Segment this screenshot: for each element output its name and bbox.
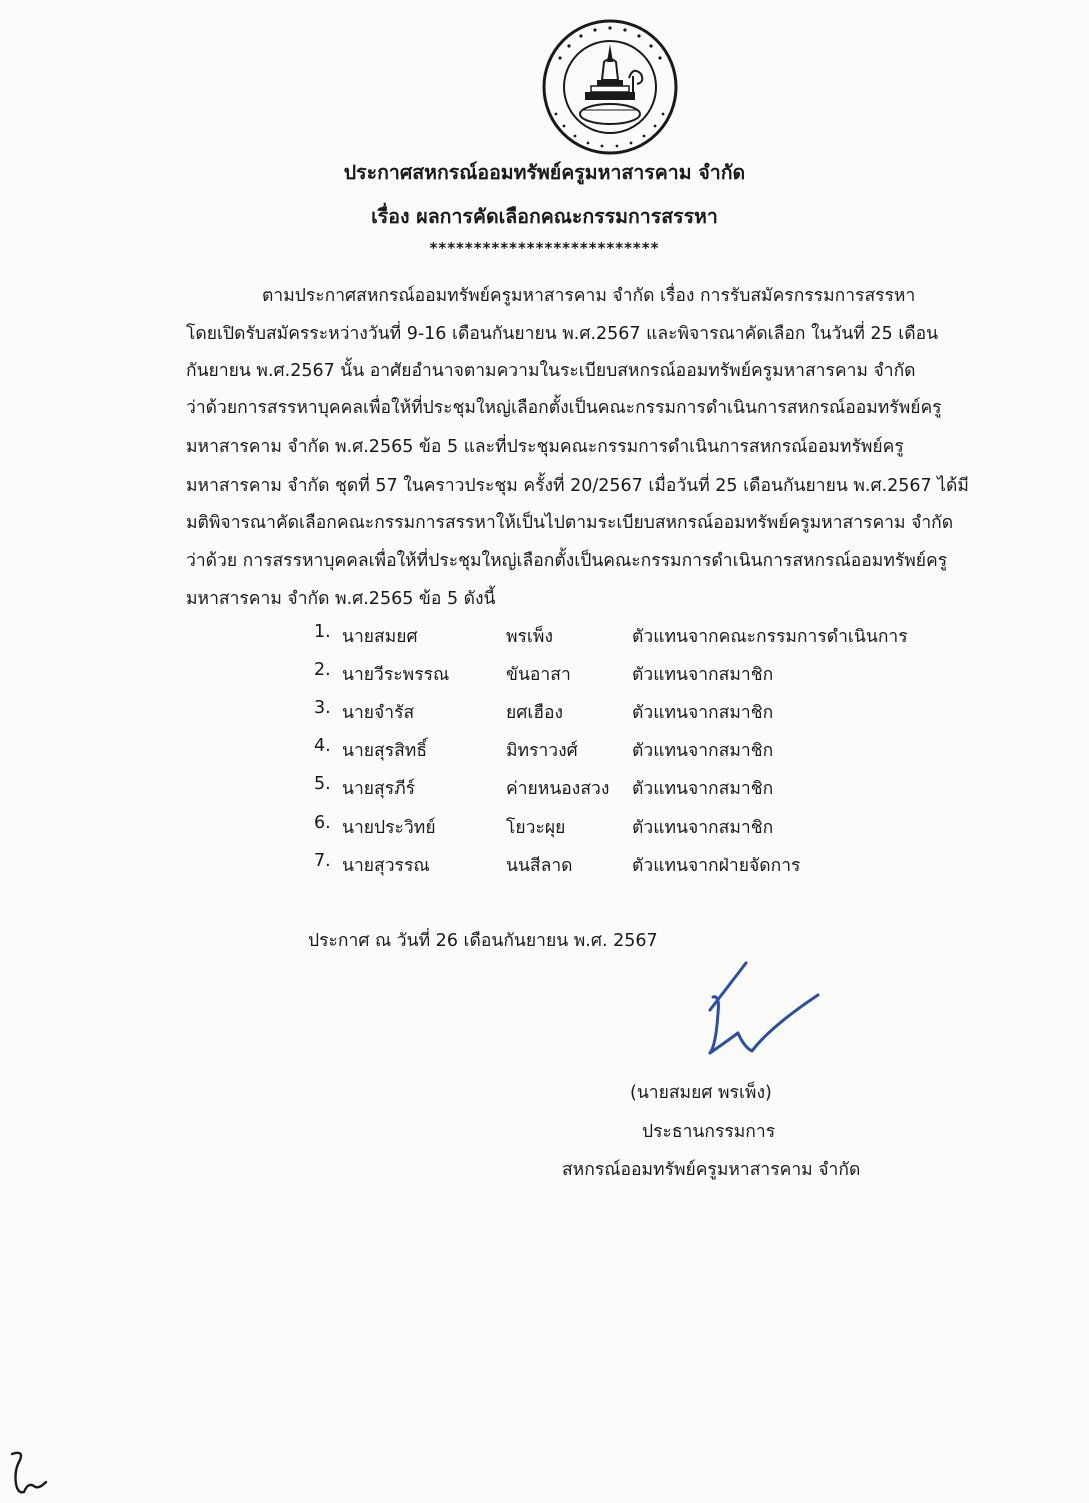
member-last-name: ค่ายหนองสวง xyxy=(506,779,610,799)
body-line: มหาสารคาม จำกัด พ.ศ.2565 ข้อ 5 และที่ประชุมคณะกรรมการดำเนินการสหกรณ์ออมทรัพย์ครู xyxy=(186,437,904,457)
member-last-name: มิทราวงศ์ xyxy=(506,741,578,761)
member-role: ตัวแทนจากสมาชิก xyxy=(632,703,774,723)
body-line: มหาสารคาม จำกัด ชุดที่ 57 ในคราวประชุม ครั้งที่ 20/2567 เมื่อวันที่ 25 เดือนกันยายน พ.ศ.2567 ได้มี xyxy=(186,476,969,496)
body-line: ตามประกาศสหกรณ์ออมทรัพย์ครูมหาสารคาม จำกัด เรื่อง การรับสมัครกรรมการสรรหา xyxy=(262,286,916,306)
member-role: ตัวแทนจากสมาชิก xyxy=(632,741,774,761)
member-first-name: นายสุรสิทธิ์ xyxy=(342,741,428,761)
member-first-name: นายประวิทย์ xyxy=(342,818,436,838)
member-last-name: โยวะผุย xyxy=(506,818,566,838)
member-first-name: นายสมยศ xyxy=(342,627,418,647)
member-role: ตัวแทนจากคณะกรรมการดำเนินการ xyxy=(632,627,908,647)
body-line: กันยายน พ.ศ.2567 นั้น อาศัยอำนาจตามความในระเบียบสหกรณ์ออมทรัพย์ครูมหาสารคาม จำกัด xyxy=(186,361,916,381)
signer-name: (นายสมยศ พรเพ็ง) xyxy=(630,1083,772,1103)
document-subject: เรื่อง ผลการคัดเลือกคณะกรรมการสรรหา xyxy=(371,205,718,228)
member-first-name: นายจำรัส xyxy=(342,703,415,723)
item-number: 4. xyxy=(314,736,331,756)
signer-organization: สหกรณ์ออมทรัพย์ครูมหาสารคาม จำกัด xyxy=(562,1160,861,1180)
body-line: ว่าด้วยการสรรหาบุคคลเพื่อให้ที่ประชุมใหญ่เลือกตั้งเป็นคณะกรรมการดำเนินการสหกรณ์ออมทรัพย์ครู xyxy=(186,398,942,418)
initials-mark xyxy=(4,1448,54,1498)
member-first-name: นายสุวรรณ xyxy=(342,856,430,876)
member-first-name: นายวีระพรรณ xyxy=(342,665,450,685)
handwritten-signature xyxy=(680,955,830,1075)
item-number: 1. xyxy=(314,622,331,642)
item-number: 2. xyxy=(314,660,331,680)
member-first-name: นายสุรภีร์ xyxy=(342,779,416,799)
member-last-name: ยศเฮือง xyxy=(506,703,564,723)
member-role: ตัวแทนจากสมาชิก xyxy=(632,665,774,685)
member-role: ตัวแทนจากสมาชิก xyxy=(632,779,774,799)
item-number: 3. xyxy=(314,698,331,718)
announcement-date: ประกาศ ณ วันที่ 26 เดือนกันยายน พ.ศ. 2567 xyxy=(308,931,658,951)
member-last-name: นนสีลาด xyxy=(506,856,573,876)
member-role: ตัวแทนจากสมาชิก xyxy=(632,818,774,838)
body-line: มหาสารคาม จำกัด พ.ศ.2565 ข้อ 5 ดังนี้ xyxy=(186,589,496,609)
document-title: ประกาศสหกรณ์ออมทรัพย์ครูมหาสารคาม จำกัด xyxy=(343,161,746,184)
item-number: 5. xyxy=(314,774,331,794)
member-last-name: พรเพ็ง xyxy=(506,627,553,647)
item-number: 6. xyxy=(314,813,331,833)
body-line: โดยเปิดรับสมัครระหว่างวันที่ 9-16 เดือนกันยายน พ.ศ.2567 และพิจารณาคัดเลือก ในวันที่ 25 เดือน xyxy=(186,324,939,344)
item-number: 7. xyxy=(314,851,331,871)
cooperative-seal-logo xyxy=(541,18,679,156)
title-separator: ************************** xyxy=(429,239,660,257)
member-role: ตัวแทนจากฝ่ายจัดการ xyxy=(632,856,801,876)
member-last-name: ขันอาสา xyxy=(506,665,571,685)
signer-position: ประธานกรรมการ xyxy=(642,1122,776,1142)
body-line: ว่าด้วย การสรรหาบุคคลเพื่อให้ที่ประชุมใหญ่เลือกตั้งเป็นคณะกรรมการดำเนินการสหกรณ์ออมทรัพย์ครู xyxy=(186,551,948,571)
body-line: มติพิจารณาคัดเลือกคณะกรรมการสรรหาให้เป็นไปตามระเบียบสหกรณ์ออมทรัพย์ครูมหาสารคาม จำกัด xyxy=(186,513,954,533)
